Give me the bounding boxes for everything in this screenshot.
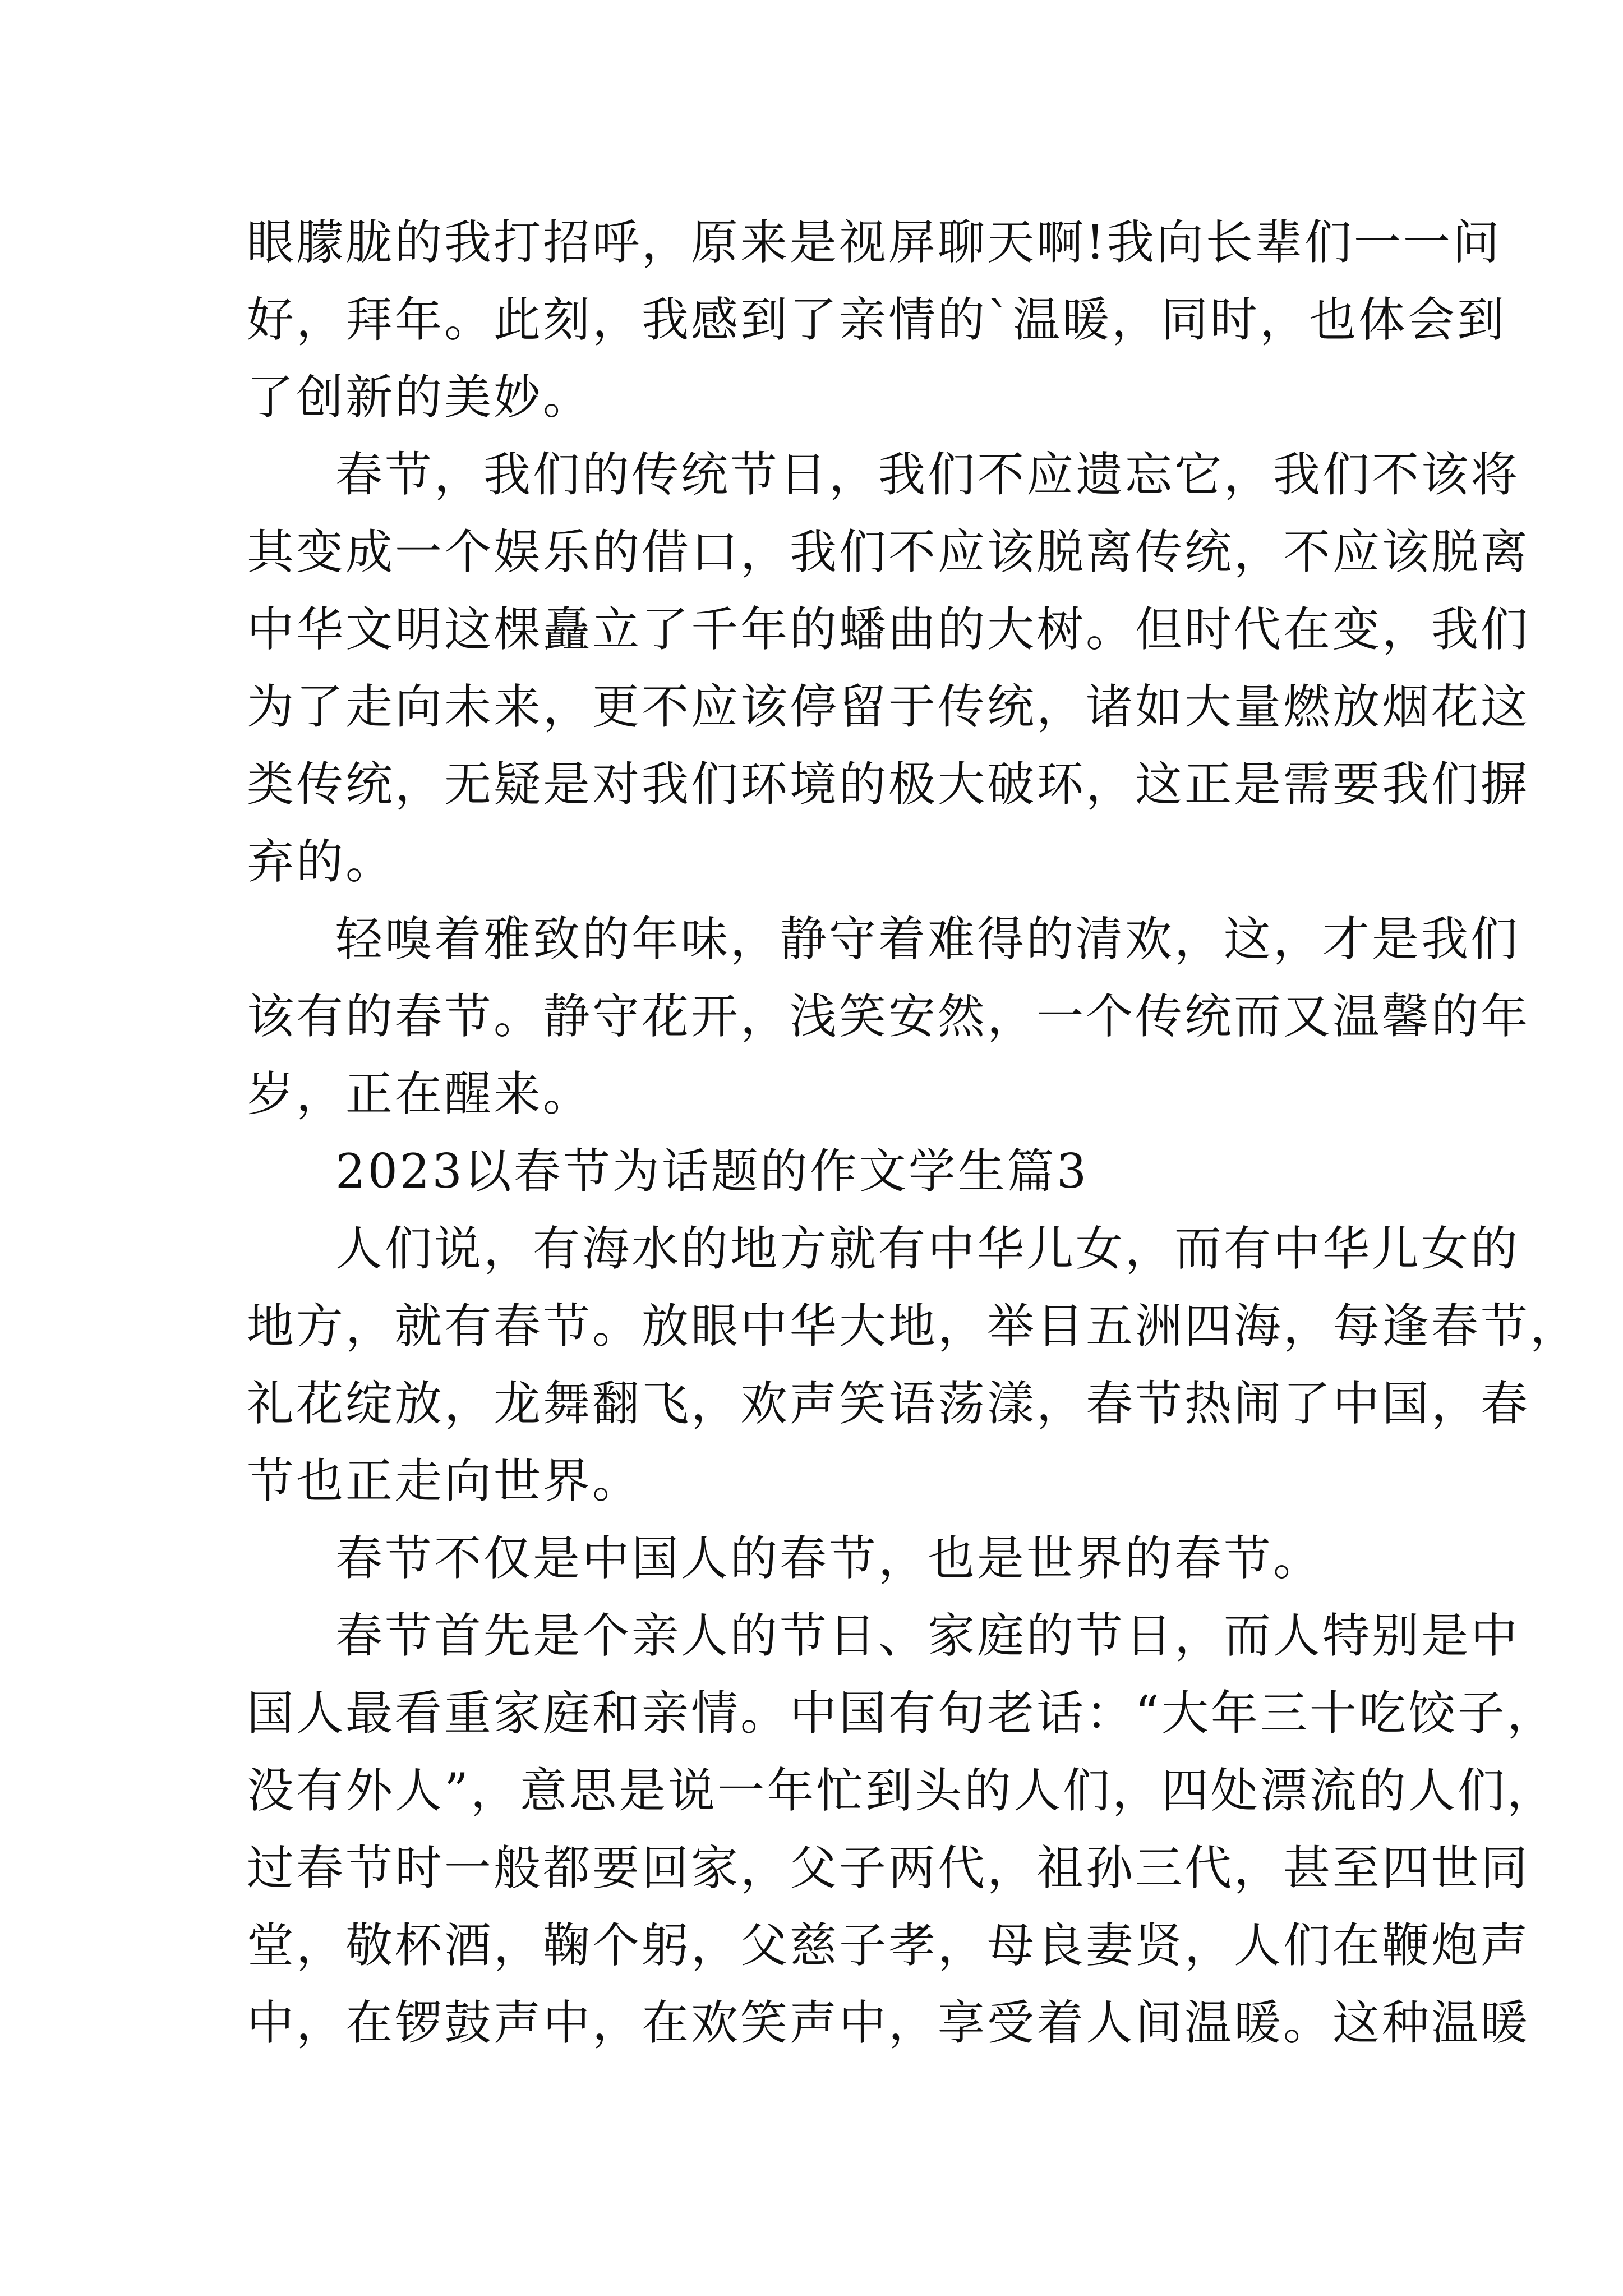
text-line: 弃的。 [247, 834, 395, 889]
text-line: 没有外人”，意思是说一年忙到头的人们，四处漂流的人们， [247, 1763, 1556, 1818]
text-line: 礼花绽放，龙舞翻飞，欢声笑语荡漾，春节热闹了中国，春 [247, 1376, 1530, 1431]
text-line: 该有的春节。静守花开，浅笑安然，一个传统而又温馨的年 [247, 989, 1530, 1044]
text-line: 春节首先是个亲人的节日、家庭的节日，而人特别是中 [335, 1608, 1520, 1663]
text-line: 春节，我们的传统节日，我们不应遗忘它，我们不该将 [335, 447, 1520, 502]
text-line: 了创新的美妙。 [247, 370, 593, 425]
text-line: 堂，敬杯酒，鞠个躬，父慈子孝，母良妻贤，人们在鞭炮声 [247, 1918, 1530, 1973]
text-line: 中，在锣鼓声中，在欢笑声中，享受着人间温暖。这种温暖 [247, 1995, 1530, 2050]
text-line: 眼朦胧的我打招呼，原来是视屏聊天啊!我向长辈们一一问 [247, 215, 1502, 270]
text-line: 春节不仅是中国人的春节，也是世界的春节。 [335, 1531, 1323, 1586]
text-line: 过春节时一般都要回家，父子两代，祖孙三代，甚至四世同 [247, 1841, 1530, 1895]
text-line: 其变成一个娱乐的借口，我们不应该脱离传统，不应该脱离 [247, 524, 1530, 579]
text-line: 节也正走向世界。 [247, 1453, 642, 1508]
text-line: 国人最看重家庭和亲情。中国有句老话：“大年三十吃饺子， [247, 1686, 1556, 1741]
text-line: 好，拜年。此刻，我感到了亲情的`温暖，同时，也体会到 [247, 292, 1507, 347]
text-line: 岁，正在醒来。 [247, 1066, 593, 1121]
text-line: 为了走向未来，更不应该停留于传统，诸如大量燃放烟花这 [247, 679, 1530, 734]
text-line: 类传统，无疑是对我们环境的极大破环，这正是需要我们摒 [247, 757, 1530, 812]
text-line: 人们说，有海水的地方就有中华儿女，而有中华儿女的 [335, 1221, 1520, 1276]
section-heading: 2023以春节为话题的作文学生篇3 [335, 1144, 1089, 1199]
text-line: 地方，就有春节。放眼中华大地，举目五洲四海，每逢春节， [247, 1299, 1580, 1354]
text-line: 中华文明这棵矗立了千年的蟠曲的大树。但时代在变，我们 [247, 602, 1530, 657]
text-line: 轻嗅着雅致的年味，静守着难得的清欢，这，才是我们 [335, 912, 1520, 967]
